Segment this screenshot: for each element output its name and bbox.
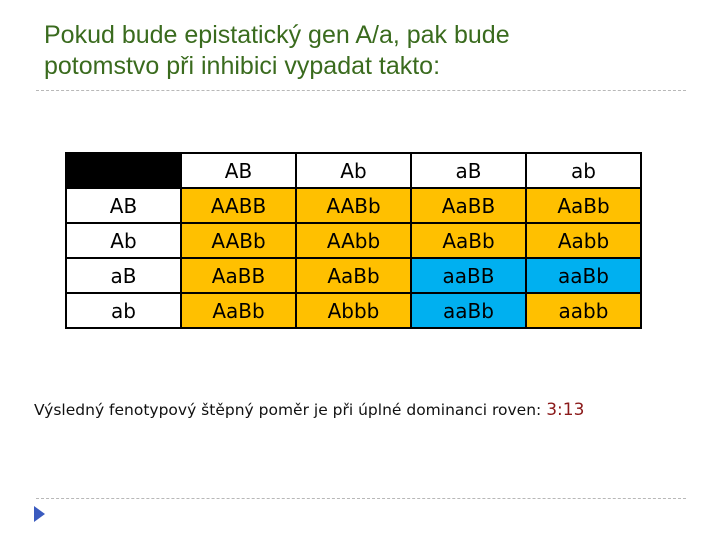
genotype-cell: AaBb: [296, 258, 411, 293]
genotype-cell: AABB: [181, 188, 296, 223]
title-line-2: potomstvo při inhibici vypadat takto:: [44, 52, 441, 80]
column-header: AB: [181, 153, 296, 188]
row-header: aB: [66, 258, 181, 293]
punnett-square: [65, 152, 642, 329]
genotype-cell: AAbb: [296, 223, 411, 258]
row-header: Ab: [66, 223, 181, 258]
table-row: [66, 188, 641, 223]
summary-text: [34, 400, 584, 420]
play-arrow-icon[interactable]: [34, 506, 45, 522]
column-header: ab: [526, 153, 641, 188]
genotype-cell: Abbb: [296, 293, 411, 328]
bottom-divider: [36, 498, 686, 499]
table-row: [66, 258, 641, 293]
corner-cell: [66, 153, 181, 188]
genotype-cell: AaBB: [411, 188, 526, 223]
genotype-cell: AaBb: [526, 188, 641, 223]
phenotype-ratio: 3:13: [546, 400, 585, 420]
row-header: AB: [66, 188, 181, 223]
genotype-cell: aaBb: [526, 258, 641, 293]
column-header: Ab: [296, 153, 411, 188]
column-header: aB: [411, 153, 526, 188]
genotype-cell: AABb: [181, 223, 296, 258]
genotype-cell: Aabb: [526, 223, 641, 258]
slide-title: [44, 20, 684, 82]
genotype-cell: AaBb: [411, 223, 526, 258]
summary-sentence: Výsledný fenotypový štěpný poměr je při úplné dominanci roven:: [34, 401, 547, 419]
genotype-cell: aabb: [526, 293, 641, 328]
header-row: [66, 153, 641, 188]
row-header: ab: [66, 293, 181, 328]
genotype-cell: aaBb: [411, 293, 526, 328]
genotype-cell: AaBb: [181, 293, 296, 328]
table-row: [66, 293, 641, 328]
table-row: [66, 223, 641, 258]
genotype-cell: AaBB: [181, 258, 296, 293]
title-line-1: Pokud bude epistatický gen A/a, pak bude: [44, 21, 510, 49]
top-divider: [36, 90, 686, 91]
genotype-cell: aaBB: [411, 258, 526, 293]
genotype-cell: AABb: [296, 188, 411, 223]
